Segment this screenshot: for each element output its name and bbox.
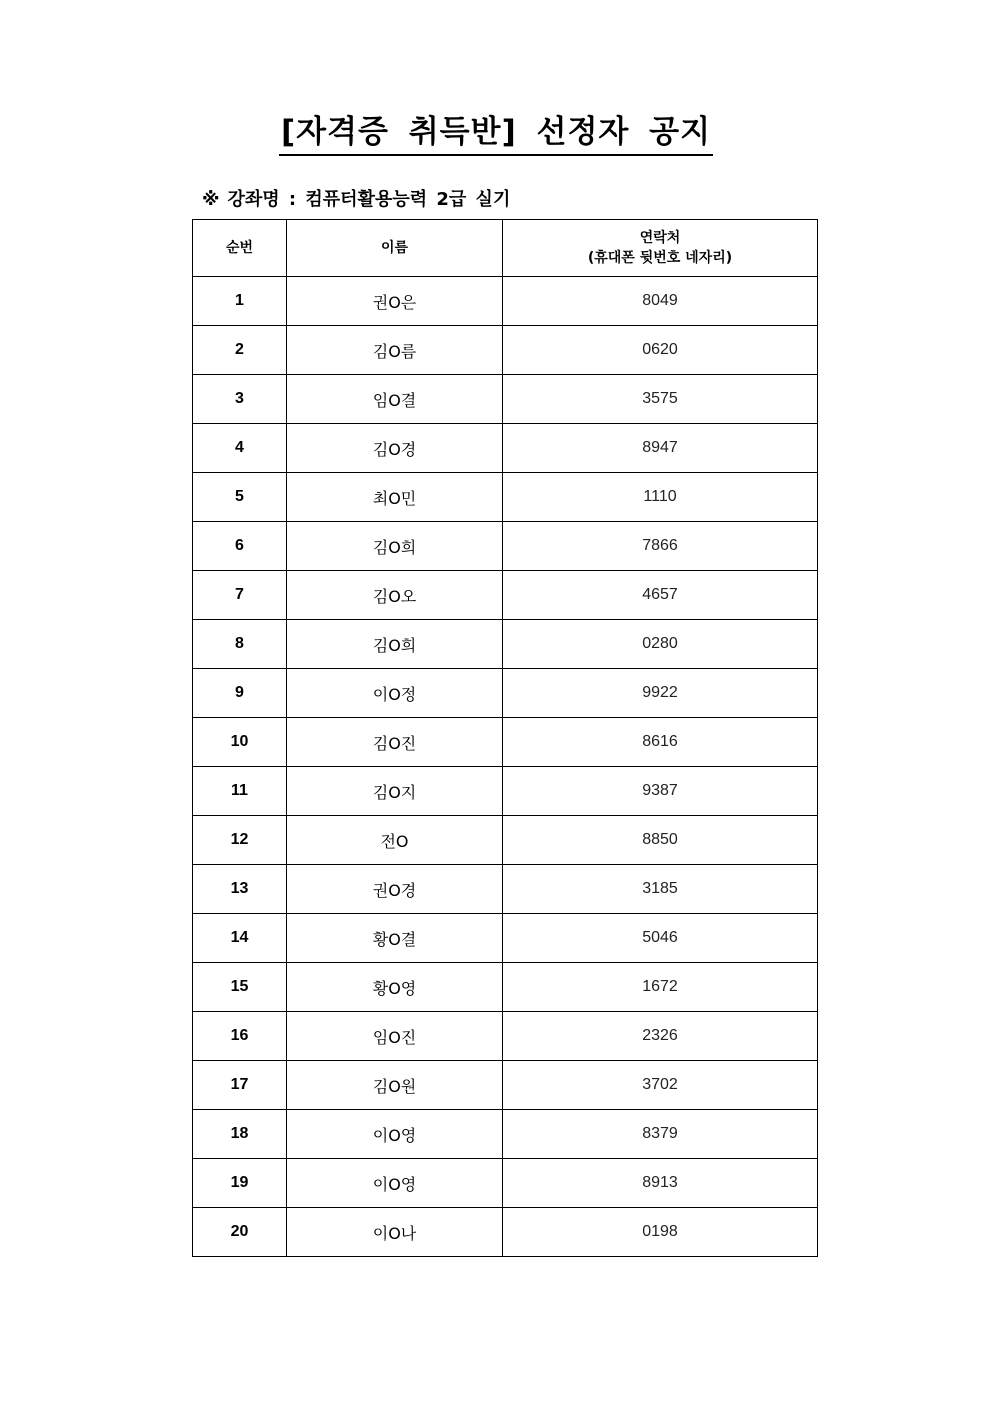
table-row	[193, 326, 818, 375]
table-row	[193, 375, 818, 424]
row-phone-last4: 0620	[503, 326, 818, 375]
row-number: 20	[193, 1208, 287, 1257]
table-body	[193, 277, 818, 1257]
row-name: 이O나	[287, 1208, 503, 1257]
row-phone-last4: 0198	[503, 1208, 818, 1257]
row-phone-last4: 1672	[503, 963, 818, 1012]
page-title-text: [자격증 취득반] 선정자 공지	[279, 112, 713, 156]
row-phone-last4: 8913	[503, 1159, 818, 1208]
row-number: 12	[193, 816, 287, 865]
row-number: 6	[193, 522, 287, 571]
row-name: 임O진	[287, 1012, 503, 1061]
selected-participants-table	[192, 219, 818, 1257]
row-phone-last4: 2326	[503, 1012, 818, 1061]
course-label: 강좌명 : 컴퓨터활용능력 2급 실기	[227, 189, 511, 210]
row-name: 김O희	[287, 620, 503, 669]
row-phone-last4: 8947	[503, 424, 818, 473]
row-phone-last4: 7866	[503, 522, 818, 571]
table-row	[193, 1159, 818, 1208]
table-row	[193, 767, 818, 816]
row-phone-last4: 5046	[503, 914, 818, 963]
row-name: 김O진	[287, 718, 503, 767]
row-name: 김O희	[287, 522, 503, 571]
row-name: 김O름	[287, 326, 503, 375]
row-name: 황O영	[287, 963, 503, 1012]
row-phone-last4: 4657	[503, 571, 818, 620]
page-title	[0, 112, 992, 156]
header-contact-line2: (휴대폰 뒷번호 네자리)	[587, 250, 733, 266]
table-row	[193, 424, 818, 473]
row-name: 김O경	[287, 424, 503, 473]
table-row	[193, 1110, 818, 1159]
header-number: 순번	[193, 220, 287, 277]
row-name: 김O오	[287, 571, 503, 620]
row-number: 4	[193, 424, 287, 473]
header-name: 이름	[287, 220, 503, 277]
row-number: 11	[193, 767, 287, 816]
table-row	[193, 571, 818, 620]
row-number: 16	[193, 1012, 287, 1061]
table-row	[193, 1012, 818, 1061]
row-number: 3	[193, 375, 287, 424]
row-name: 권O경	[287, 865, 503, 914]
row-phone-last4: 3702	[503, 1061, 818, 1110]
table-row	[193, 522, 818, 571]
row-phone-last4: 8850	[503, 816, 818, 865]
row-number: 7	[193, 571, 287, 620]
table-row	[193, 1061, 818, 1110]
row-name: 김O원	[287, 1061, 503, 1110]
course-info	[202, 185, 510, 211]
header-contact	[503, 220, 818, 277]
row-phone-last4: 3575	[503, 375, 818, 424]
row-number: 10	[193, 718, 287, 767]
row-number: 1	[193, 277, 287, 326]
row-phone-last4: 3185	[503, 865, 818, 914]
row-number: 5	[193, 473, 287, 522]
row-number: 15	[193, 963, 287, 1012]
row-name: 이O영	[287, 1110, 503, 1159]
row-number: 2	[193, 326, 287, 375]
row-phone-last4: 9387	[503, 767, 818, 816]
row-number: 8	[193, 620, 287, 669]
table-row	[193, 865, 818, 914]
row-number: 9	[193, 669, 287, 718]
row-name: 권O은	[287, 277, 503, 326]
row-name: 최O민	[287, 473, 503, 522]
row-number: 14	[193, 914, 287, 963]
table-row	[193, 277, 818, 326]
row-phone-last4: 8616	[503, 718, 818, 767]
header-contact-line1: 연락처	[639, 230, 681, 246]
row-name: 황O결	[287, 914, 503, 963]
table-row	[193, 620, 818, 669]
row-name: 전O	[287, 816, 503, 865]
row-number: 18	[193, 1110, 287, 1159]
row-phone-last4: 0280	[503, 620, 818, 669]
table-row	[193, 473, 818, 522]
row-number: 13	[193, 865, 287, 914]
row-phone-last4: 8379	[503, 1110, 818, 1159]
row-phone-last4: 8049	[503, 277, 818, 326]
row-number: 17	[193, 1061, 287, 1110]
table-row	[193, 718, 818, 767]
row-phone-last4: 1110	[503, 473, 818, 522]
reference-mark-icon: ※	[202, 189, 220, 210]
table-row	[193, 963, 818, 1012]
table-row	[193, 1208, 818, 1257]
row-phone-last4: 9922	[503, 669, 818, 718]
row-name: 이O정	[287, 669, 503, 718]
table-header-row	[193, 220, 818, 277]
row-name: 임O결	[287, 375, 503, 424]
row-number: 19	[193, 1159, 287, 1208]
table-row	[193, 816, 818, 865]
table-row	[193, 914, 818, 963]
row-name: 김O지	[287, 767, 503, 816]
row-name: 이O영	[287, 1159, 503, 1208]
table-row	[193, 669, 818, 718]
